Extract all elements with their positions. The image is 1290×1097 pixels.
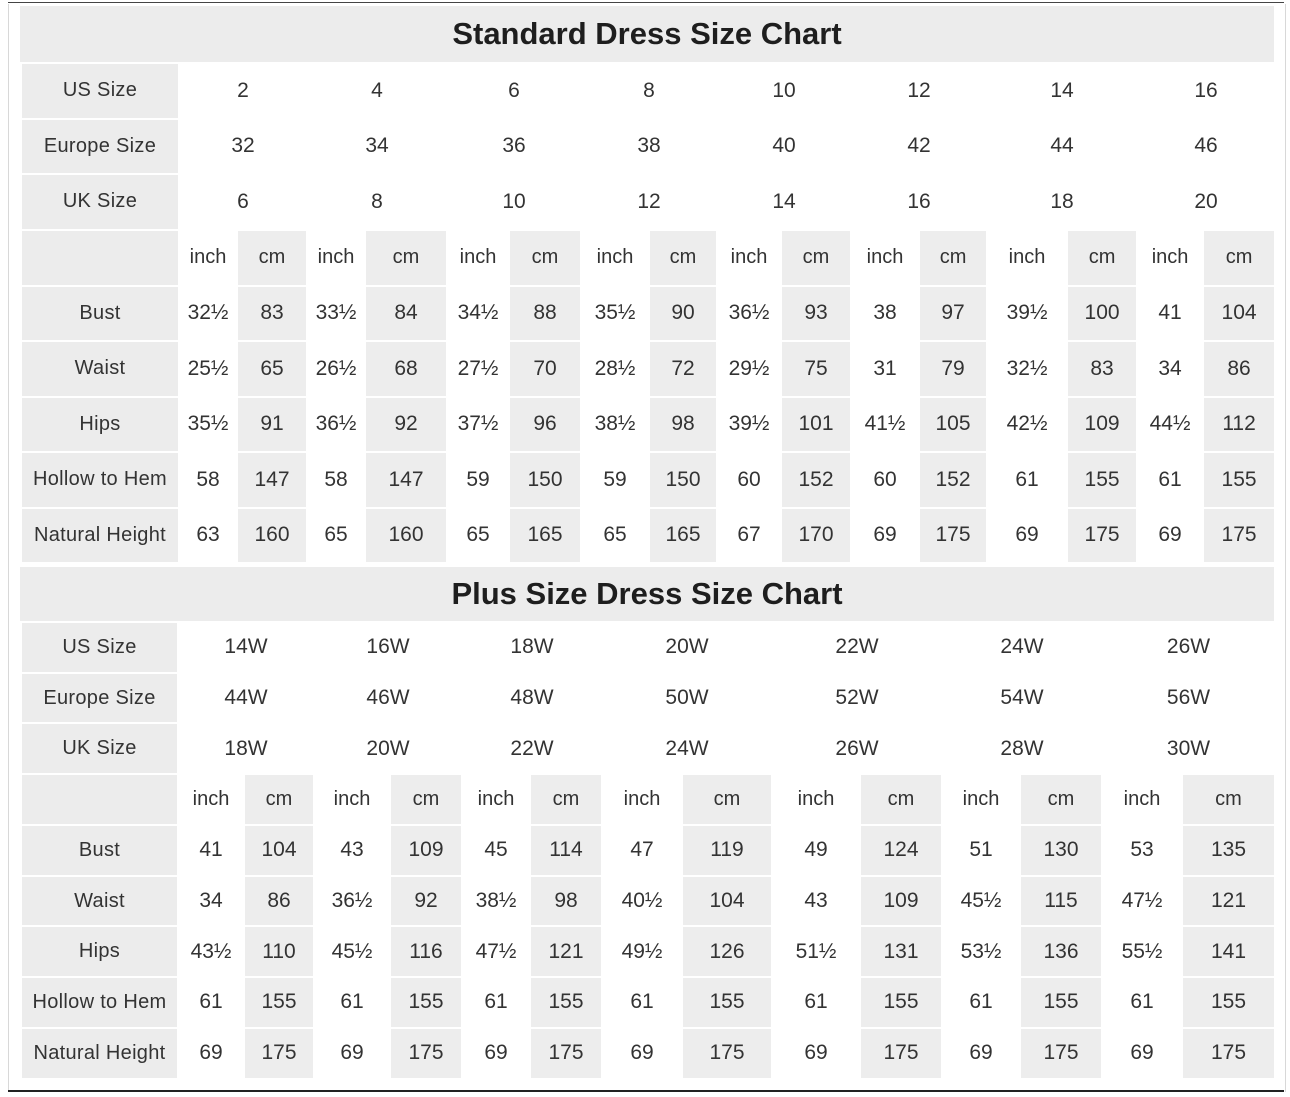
plus-uk-size-cell: 18W [178, 723, 314, 774]
plus-uk-size-cell: 20W [314, 723, 462, 774]
uk-size-cell: 12 [581, 174, 717, 230]
height-cell: 69 [602, 1028, 682, 1079]
hollow-cell: 150 [509, 452, 581, 508]
hollow-cell: 155 [1182, 977, 1275, 1028]
plus-us-size-cell: 20W [602, 622, 772, 673]
plus-waist-row [21, 876, 1275, 927]
hollow-cell: 155 [1020, 977, 1102, 1028]
plus-hollow-to-hem-label: Hollow to Hem [21, 977, 178, 1028]
waist-cell: 115 [1020, 876, 1102, 927]
hollow-cell: 147 [237, 452, 307, 508]
europe-size-cell: 34 [307, 119, 447, 175]
hollow-cell: 61 [772, 977, 860, 1028]
uk-size-row [21, 174, 1275, 230]
height-cell: 175 [682, 1028, 772, 1079]
plus-unit-header-row [21, 774, 1275, 825]
plus-bust-row [21, 825, 1275, 876]
bust-cell: 41 [1137, 286, 1203, 342]
hips-cell: 141 [1182, 926, 1275, 977]
waist-cell: 38½ [462, 876, 530, 927]
hollow-cell: 61 [178, 977, 244, 1028]
waist-cell: 31 [851, 341, 919, 397]
europe-size-row [21, 119, 1275, 175]
bust-cell: 93 [781, 286, 851, 342]
bust-cell: 88 [509, 286, 581, 342]
plus-size-table [20, 621, 1276, 1080]
waist-cell: 79 [919, 341, 987, 397]
plus-hollow-to-hem-row [21, 977, 1275, 1028]
bust-cell: 45 [462, 825, 530, 876]
cm-header: cm [530, 774, 602, 825]
cm-header: cm [649, 230, 717, 286]
cm-header: cm [509, 230, 581, 286]
bust-cell: 124 [860, 825, 942, 876]
hollow-cell: 60 [717, 452, 781, 508]
bust-cell: 109 [390, 825, 462, 876]
plus-uk-size-cell: 28W [942, 723, 1102, 774]
plus-unit-header-blank [21, 774, 178, 825]
bust-cell: 41 [178, 825, 244, 876]
hips-cell: 38½ [581, 397, 649, 453]
hips-cell: 51½ [772, 926, 860, 977]
hips-cell: 101 [781, 397, 851, 453]
standard-chart-title: Standard Dress Size Chart [20, 6, 1274, 62]
uk-size-label: UK Size [21, 174, 179, 230]
height-cell: 69 [178, 1028, 244, 1079]
inch-header: inch [447, 230, 509, 286]
hips-row [21, 397, 1275, 453]
us-size-cell: 16 [1137, 63, 1275, 119]
waist-cell: 45½ [942, 876, 1020, 927]
height-cell: 160 [365, 508, 447, 564]
bust-cell: 135 [1182, 825, 1275, 876]
waist-cell: 36½ [314, 876, 390, 927]
hips-cell: 96 [509, 397, 581, 453]
plus-us-size-row [21, 622, 1275, 673]
height-cell: 69 [851, 508, 919, 564]
hips-cell: 105 [919, 397, 987, 453]
hips-cell: 47½ [462, 926, 530, 977]
waist-cell: 104 [682, 876, 772, 927]
waist-cell: 68 [365, 341, 447, 397]
plus-europe-size-cell: 54W [942, 673, 1102, 724]
hips-cell: 36½ [307, 397, 365, 453]
cm-header: cm [682, 774, 772, 825]
hips-cell: 53½ [942, 926, 1020, 977]
bust-cell: 90 [649, 286, 717, 342]
hips-cell: 121 [530, 926, 602, 977]
europe-size-cell: 46 [1137, 119, 1275, 175]
inch-header: inch [1137, 230, 1203, 286]
hollow-cell: 155 [860, 977, 942, 1028]
height-cell: 175 [390, 1028, 462, 1079]
plus-us-size-cell: 26W [1102, 622, 1275, 673]
hollow-cell: 61 [1102, 977, 1182, 1028]
hips-cell: 44½ [1137, 397, 1203, 453]
plus-europe-size-cell: 48W [462, 673, 602, 724]
plus-us-size-label: US Size [21, 622, 178, 673]
hollow-cell: 58 [307, 452, 365, 508]
hollow-to-hem-label: Hollow to Hem [21, 452, 179, 508]
us-size-cell: 6 [447, 63, 581, 119]
hollow-cell: 61 [602, 977, 682, 1028]
plus-size-chart [20, 567, 1274, 1080]
inch-header: inch [851, 230, 919, 286]
hips-cell: 35½ [179, 397, 237, 453]
height-cell: 165 [509, 508, 581, 564]
bust-cell: 38 [851, 286, 919, 342]
hollow-to-hem-row [21, 452, 1275, 508]
hips-cell: 41½ [851, 397, 919, 453]
bust-cell: 53 [1102, 825, 1182, 876]
hollow-cell: 59 [581, 452, 649, 508]
hollow-cell: 58 [179, 452, 237, 508]
waist-label: Waist [21, 341, 179, 397]
bust-cell: 33½ [307, 286, 365, 342]
cm-header: cm [1203, 230, 1275, 286]
bust-cell: 49 [772, 825, 860, 876]
height-cell: 69 [772, 1028, 860, 1079]
europe-size-cell: 44 [987, 119, 1137, 175]
plus-waist-label: Waist [21, 876, 178, 927]
us-size-cell: 8 [581, 63, 717, 119]
waist-cell: 27½ [447, 341, 509, 397]
us-size-row [21, 63, 1275, 119]
bust-cell: 104 [1203, 286, 1275, 342]
plus-uk-size-cell: 24W [602, 723, 772, 774]
plus-uk-size-row [21, 723, 1275, 774]
hips-cell: 45½ [314, 926, 390, 977]
standard-size-chart [20, 6, 1274, 564]
inch-header: inch [581, 230, 649, 286]
inch-header: inch [602, 774, 682, 825]
plus-us-size-cell: 16W [314, 622, 462, 673]
natural-height-label: Natural Height [21, 508, 179, 564]
height-cell: 175 [1020, 1028, 1102, 1079]
waist-cell: 98 [530, 876, 602, 927]
plus-us-size-cell: 14W [178, 622, 314, 673]
hollow-cell: 60 [851, 452, 919, 508]
bust-cell: 114 [530, 825, 602, 876]
cm-header: cm [365, 230, 447, 286]
hollow-cell: 61 [314, 977, 390, 1028]
bust-cell: 119 [682, 825, 772, 876]
inch-header: inch [307, 230, 365, 286]
inch-header: inch [462, 774, 530, 825]
cm-header: cm [237, 230, 307, 286]
hollow-cell: 61 [462, 977, 530, 1028]
hollow-cell: 155 [682, 977, 772, 1028]
uk-size-cell: 20 [1137, 174, 1275, 230]
inch-header: inch [717, 230, 781, 286]
us-size-cell: 14 [987, 63, 1137, 119]
bust-cell: 84 [365, 286, 447, 342]
europe-size-label: Europe Size [21, 119, 179, 175]
waist-cell: 29½ [717, 341, 781, 397]
uk-size-cell: 8 [307, 174, 447, 230]
waist-cell: 47½ [1102, 876, 1182, 927]
europe-size-cell: 42 [851, 119, 987, 175]
plus-europe-size-row [21, 673, 1275, 724]
plus-uk-size-label: UK Size [21, 723, 178, 774]
europe-size-cell: 40 [717, 119, 851, 175]
hips-cell: 116 [390, 926, 462, 977]
us-size-cell: 4 [307, 63, 447, 119]
waist-cell: 28½ [581, 341, 649, 397]
waist-cell: 26½ [307, 341, 365, 397]
cm-header: cm [781, 230, 851, 286]
bust-cell: 36½ [717, 286, 781, 342]
waist-cell: 86 [1203, 341, 1275, 397]
bust-cell: 47 [602, 825, 682, 876]
hips-cell: 131 [860, 926, 942, 977]
bust-cell: 97 [919, 286, 987, 342]
bust-cell: 34½ [447, 286, 509, 342]
hollow-cell: 152 [919, 452, 987, 508]
hollow-cell: 61 [942, 977, 1020, 1028]
bust-row [21, 286, 1275, 342]
hollow-cell: 61 [987, 452, 1067, 508]
europe-size-cell: 32 [179, 119, 307, 175]
hollow-cell: 155 [1203, 452, 1275, 508]
bust-cell: 43 [314, 825, 390, 876]
plus-uk-size-cell: 26W [772, 723, 942, 774]
inch-header: inch [314, 774, 390, 825]
plus-uk-size-cell: 30W [1102, 723, 1275, 774]
cm-header: cm [919, 230, 987, 286]
hips-cell: 98 [649, 397, 717, 453]
waist-cell: 32½ [987, 341, 1067, 397]
unit-header-blank [21, 230, 179, 286]
waist-cell: 72 [649, 341, 717, 397]
hips-label: Hips [21, 397, 179, 453]
plus-hips-row [21, 926, 1275, 977]
bust-cell: 35½ [581, 286, 649, 342]
plus-europe-size-cell: 46W [314, 673, 462, 724]
hollow-cell: 152 [781, 452, 851, 508]
plus-chart-title: Plus Size Dress Size Chart [20, 567, 1274, 621]
height-cell: 65 [307, 508, 365, 564]
waist-row [21, 341, 1275, 397]
europe-size-cell: 36 [447, 119, 581, 175]
hips-cell: 136 [1020, 926, 1102, 977]
hips-cell: 109 [1067, 397, 1137, 453]
height-cell: 175 [1182, 1028, 1275, 1079]
waist-cell: 43 [772, 876, 860, 927]
hips-cell: 39½ [717, 397, 781, 453]
height-cell: 170 [781, 508, 851, 564]
height-cell: 67 [717, 508, 781, 564]
bust-cell: 39½ [987, 286, 1067, 342]
uk-size-cell: 16 [851, 174, 987, 230]
plus-uk-size-cell: 22W [462, 723, 602, 774]
hollow-cell: 61 [1137, 452, 1203, 508]
unit-header-row [21, 230, 1275, 286]
height-cell: 160 [237, 508, 307, 564]
us-size-cell: 12 [851, 63, 987, 119]
uk-size-cell: 10 [447, 174, 581, 230]
height-cell: 175 [530, 1028, 602, 1079]
cm-header: cm [1067, 230, 1137, 286]
hips-cell: 49½ [602, 926, 682, 977]
height-cell: 63 [179, 508, 237, 564]
waist-cell: 65 [237, 341, 307, 397]
plus-europe-size-label: Europe Size [21, 673, 178, 724]
waist-cell: 83 [1067, 341, 1137, 397]
hips-cell: 91 [237, 397, 307, 453]
plus-us-size-cell: 22W [772, 622, 942, 673]
uk-size-cell: 6 [179, 174, 307, 230]
inch-header: inch [772, 774, 860, 825]
standard-size-table [20, 62, 1276, 564]
natural-height-row [21, 508, 1275, 564]
bust-cell: 130 [1020, 825, 1102, 876]
bust-cell: 104 [244, 825, 314, 876]
height-cell: 175 [919, 508, 987, 564]
hollow-cell: 155 [530, 977, 602, 1028]
hollow-cell: 155 [390, 977, 462, 1028]
hollow-cell: 155 [244, 977, 314, 1028]
height-cell: 175 [244, 1028, 314, 1079]
bottom-border [8, 1090, 1284, 1092]
us-size-cell: 2 [179, 63, 307, 119]
bust-cell: 32½ [179, 286, 237, 342]
plus-natural-height-label: Natural Height [21, 1028, 178, 1079]
cm-header: cm [1020, 774, 1102, 825]
height-cell: 69 [314, 1028, 390, 1079]
height-cell: 69 [1137, 508, 1203, 564]
inch-header: inch [178, 774, 244, 825]
bust-cell: 83 [237, 286, 307, 342]
hips-cell: 126 [682, 926, 772, 977]
waist-cell: 70 [509, 341, 581, 397]
hollow-cell: 150 [649, 452, 717, 508]
hips-cell: 92 [365, 397, 447, 453]
height-cell: 69 [462, 1028, 530, 1079]
hips-cell: 55½ [1102, 926, 1182, 977]
waist-cell: 75 [781, 341, 851, 397]
cm-header: cm [390, 774, 462, 825]
us-size-cell: 10 [717, 63, 851, 119]
plus-us-size-cell: 18W [462, 622, 602, 673]
waist-cell: 40½ [602, 876, 682, 927]
height-cell: 165 [649, 508, 717, 564]
hips-cell: 42½ [987, 397, 1067, 453]
height-cell: 175 [1203, 508, 1275, 564]
uk-size-cell: 18 [987, 174, 1137, 230]
top-border [8, 2, 1284, 3]
inch-header: inch [987, 230, 1067, 286]
plus-europe-size-cell: 44W [178, 673, 314, 724]
europe-size-cell: 38 [581, 119, 717, 175]
bust-cell: 51 [942, 825, 1020, 876]
plus-europe-size-cell: 52W [772, 673, 942, 724]
inch-header: inch [1102, 774, 1182, 825]
hollow-cell: 147 [365, 452, 447, 508]
height-cell: 69 [1102, 1028, 1182, 1079]
waist-cell: 34 [1137, 341, 1203, 397]
cm-header: cm [860, 774, 942, 825]
waist-cell: 25½ [179, 341, 237, 397]
waist-cell: 34 [178, 876, 244, 927]
uk-size-cell: 14 [717, 174, 851, 230]
height-cell: 65 [447, 508, 509, 564]
waist-cell: 109 [860, 876, 942, 927]
cm-header: cm [1182, 774, 1275, 825]
waist-cell: 86 [244, 876, 314, 927]
hips-cell: 110 [244, 926, 314, 977]
hollow-cell: 155 [1067, 452, 1137, 508]
inch-header: inch [942, 774, 1020, 825]
plus-bust-label: Bust [21, 825, 178, 876]
hips-cell: 112 [1203, 397, 1275, 453]
height-cell: 175 [1067, 508, 1137, 564]
hips-cell: 43½ [178, 926, 244, 977]
hollow-cell: 59 [447, 452, 509, 508]
height-cell: 175 [860, 1028, 942, 1079]
plus-europe-size-cell: 56W [1102, 673, 1275, 724]
waist-cell: 121 [1182, 876, 1275, 927]
cm-header: cm [244, 774, 314, 825]
plus-hips-label: Hips [21, 926, 178, 977]
waist-cell: 92 [390, 876, 462, 927]
plus-natural-height-row [21, 1028, 1275, 1079]
bust-cell: 100 [1067, 286, 1137, 342]
bust-label: Bust [21, 286, 179, 342]
inch-header: inch [179, 230, 237, 286]
us-size-label: US Size [21, 63, 179, 119]
plus-us-size-cell: 24W [942, 622, 1102, 673]
hips-cell: 37½ [447, 397, 509, 453]
height-cell: 69 [987, 508, 1067, 564]
height-cell: 69 [942, 1028, 1020, 1079]
plus-europe-size-cell: 50W [602, 673, 772, 724]
height-cell: 65 [581, 508, 649, 564]
